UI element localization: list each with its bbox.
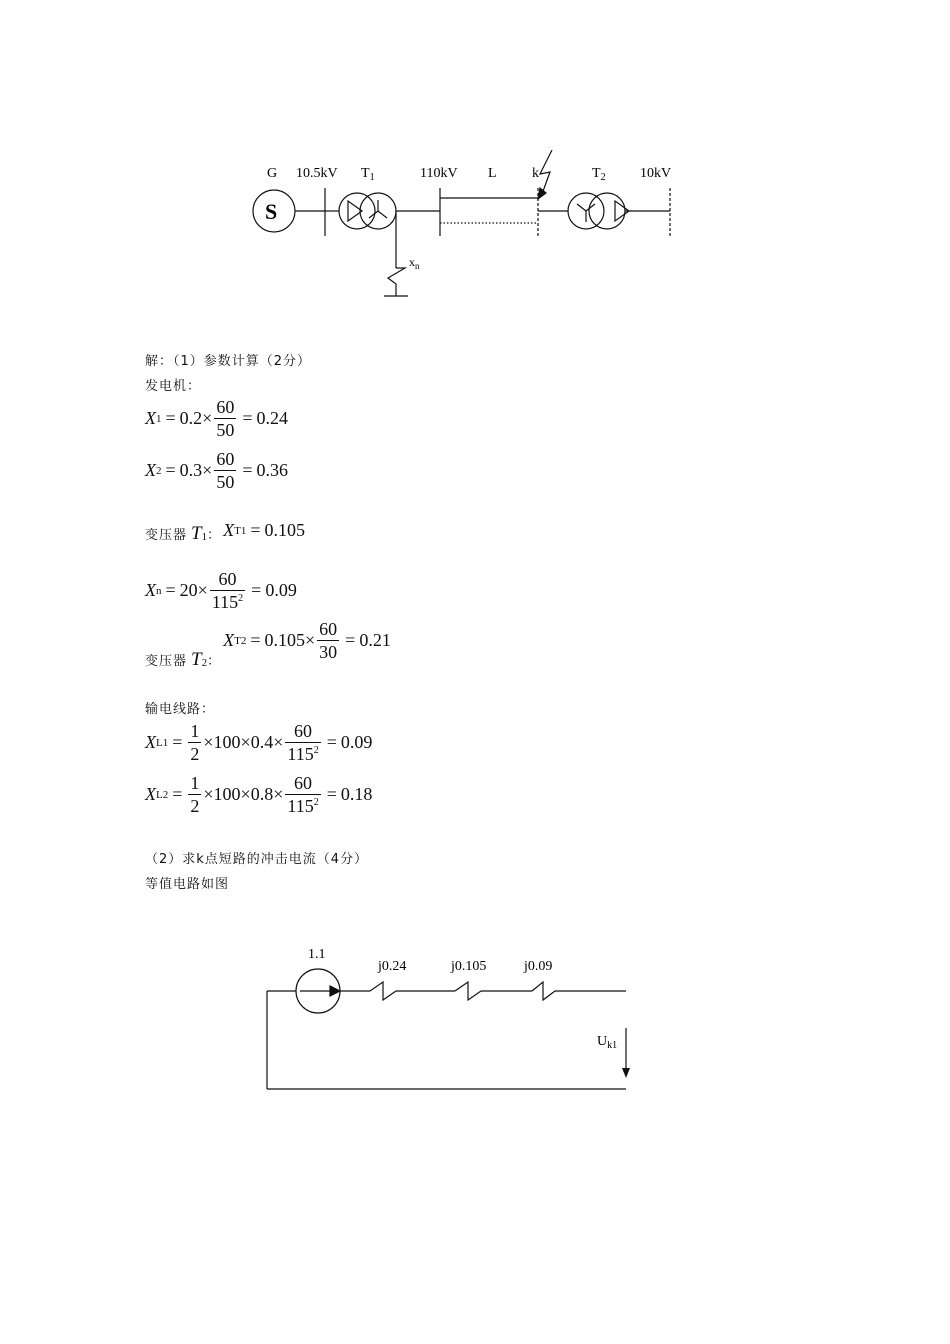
impedance-1 bbox=[370, 982, 396, 1000]
t1-label: 变压器 bbox=[145, 528, 188, 543]
section2-subheading: 等值电路如图 bbox=[145, 877, 230, 892]
generator-label: 发电机： bbox=[145, 379, 202, 394]
label-110kv: 110kV bbox=[420, 166, 458, 181]
label-t2: $T_2$ bbox=[592, 166, 606, 183]
impedance-3-label: j0.09 bbox=[524, 959, 553, 974]
transformer-t1-primary bbox=[339, 193, 375, 229]
transformer-t2-line: 变压器 T 2 ： X T2 = 0.105 × $\frac{60}{30}$ = 0.21 bbox=[145, 619, 391, 670]
label-xn: $x_n$ bbox=[409, 255, 420, 271]
impedance-3 bbox=[532, 982, 555, 1000]
section2-heading: （2）求k点短路的冲击电流（4分） bbox=[145, 852, 369, 867]
impedance-2-label: j0.105 bbox=[451, 959, 487, 974]
transformer-t1-line: 变压器 T 1 ： X T1 = 0.105 bbox=[145, 520, 305, 544]
equation-x1: X 1 = 0.2 × $\frac{60}{50}$ = 0.24 bbox=[145, 397, 288, 440]
label-fault-k: k bbox=[532, 166, 539, 181]
neutral-reactance-xn bbox=[388, 268, 405, 296]
label-generator: G bbox=[267, 166, 278, 181]
equation-x2: X 2 = 0.3 × $\frac{60}{50}$ = 0.36 bbox=[145, 449, 288, 492]
generator-symbol-letter: S bbox=[265, 199, 278, 224]
t2-label: 变压器 bbox=[145, 654, 188, 669]
equation-xt1: X T1 = 0.105 bbox=[223, 520, 305, 540]
equation-xt2: X T2 = 0.105 × $\frac{60}{30}$ = 0.21 bbox=[223, 619, 391, 662]
impedance-2 bbox=[455, 982, 481, 1000]
equation-xl2: X L2 = $\frac{1}{2}$ × 100 × 0.8 × $\frac{60}{115^2}$ = 0.18 bbox=[145, 773, 373, 816]
label-line-l: L bbox=[488, 166, 497, 181]
label-10-5kv: 10.5kV bbox=[296, 166, 338, 181]
label-10kv: 10kV bbox=[640, 166, 672, 181]
equation-xl1: X L1 = $\frac{1}{2}$ × 100 × 0.4 × $\frac{60}{115^2}$ = 0.09 bbox=[145, 721, 373, 764]
transmission-line-label: 输电线路： bbox=[145, 702, 216, 717]
source-value: 1.1 bbox=[308, 947, 326, 962]
fault-point-k-arrow bbox=[540, 150, 552, 194]
transformer-t2-secondary bbox=[589, 193, 625, 229]
section1-heading: 解：（1）参数计算（2分） bbox=[145, 354, 312, 369]
label-t1: $T_1$ bbox=[361, 166, 375, 183]
system-single-line-diagram bbox=[240, 150, 690, 310]
equivalent-circuit-diagram bbox=[260, 940, 640, 1100]
impedance-1-label: j0.24 bbox=[378, 959, 407, 974]
uk1-label: $U_{k1}$ bbox=[597, 1034, 618, 1051]
equation-xn: X n = 20 × $\frac{60}{115^2}$ = 0.09 bbox=[145, 569, 297, 612]
